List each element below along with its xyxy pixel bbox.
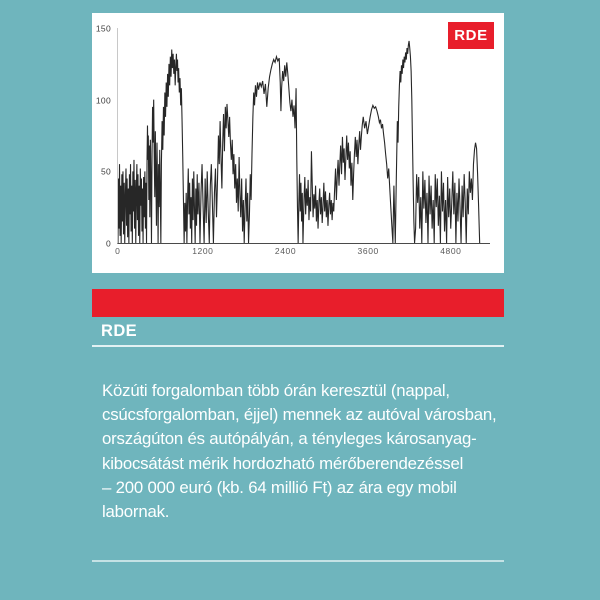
y-tick-label: 150 — [95, 23, 111, 34]
description-paragraph — [102, 379, 506, 524]
chart-card — [92, 13, 504, 273]
y-axis-ticks — [92, 23, 115, 249]
speed-chart-plot — [117, 28, 490, 244]
paragraph-line: országúton és autópályán, a tényleges károsanyag- — [102, 429, 477, 449]
paragraph-line: csúcsforgalomban, éjjel) mennek az autóval városban, — [102, 405, 497, 425]
x-tick-label: 4800 — [440, 246, 462, 256]
paragraph-line: kibocsátást mérik hordozható mérőberendezéssel — [102, 453, 464, 473]
y-tick-label: 0 — [105, 238, 111, 249]
top-divider-line — [92, 345, 504, 347]
rde-chart-badge-label: RDE — [454, 27, 488, 44]
rde-chart-badge — [448, 22, 494, 49]
x-tick-label: 1200 — [192, 246, 214, 256]
bottom-divider-line — [92, 560, 504, 562]
paragraph-line: – 200 000 euró (kb. 64 millió Ft) az ára egy mobil — [102, 477, 457, 497]
paragraph-line: labornak. — [102, 502, 170, 522]
y-tick-label: 100 — [95, 95, 111, 106]
red-divider-bar — [92, 289, 504, 317]
y-tick-label: 50 — [100, 166, 111, 177]
x-axis-ticks — [117, 246, 489, 260]
x-tick-label: 3600 — [357, 246, 379, 256]
x-tick-label: 2400 — [274, 246, 297, 256]
speed-trace-svg — [118, 28, 490, 243]
x-tick-label: 0 — [115, 246, 121, 256]
section-title: RDE — [101, 322, 138, 340]
paragraph-line: Közúti forgalomban több órán keresztül (nappal, — [102, 381, 450, 400]
